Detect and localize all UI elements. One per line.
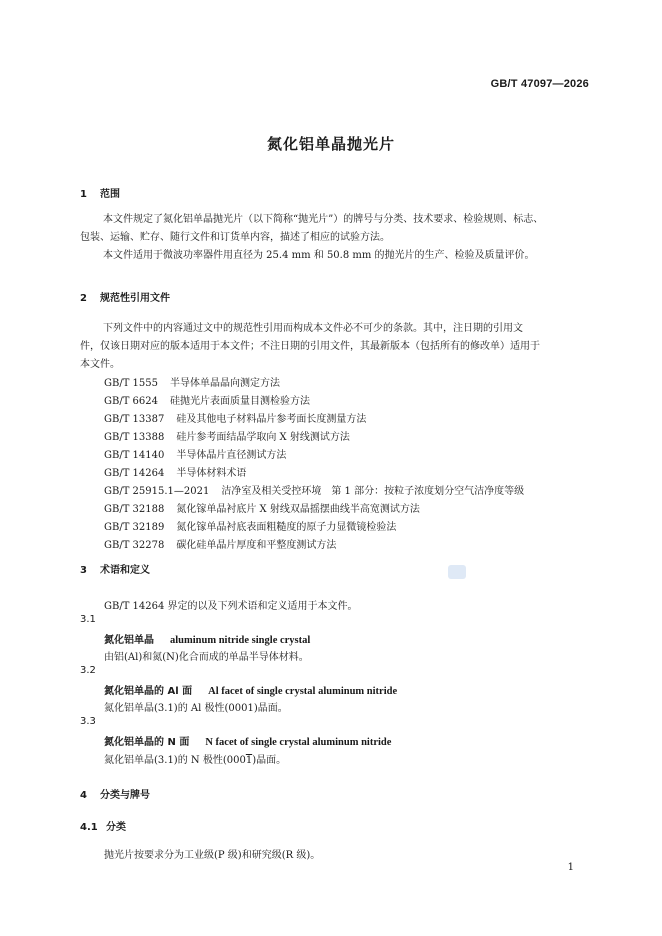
reference-code: GB/T 32189 bbox=[104, 522, 165, 533]
definition-text: )晶面。 bbox=[252, 755, 287, 766]
overline-digit: 1 bbox=[245, 755, 253, 766]
section-title: 规范性引用文件 bbox=[100, 293, 170, 304]
section-heading-normative-references bbox=[80, 289, 170, 304]
reference-code: GB/T 14140 bbox=[104, 450, 165, 461]
reference-title: 硅抛光片表面质量目测检验方法 bbox=[170, 396, 311, 407]
terms-intro: GB/T 14264 界定的以及下列术语和定义适用于本文件。 bbox=[104, 601, 358, 612]
text-line: 本文件。 bbox=[80, 359, 120, 370]
text-line: 下列文件中的内容通过文中的规范性引用而构成本文件必不可少的条款。其中，注日期的引用文 bbox=[103, 323, 523, 334]
reference-item bbox=[104, 464, 246, 479]
section-heading-classification bbox=[80, 786, 150, 801]
reference-code: GB/T 32278 bbox=[104, 540, 165, 551]
reference-item bbox=[104, 518, 396, 533]
section-number: 2 bbox=[80, 293, 87, 304]
scope-paragraph-2: 本文件适用于微波功率器件用直径为 25.4 mm 和 50.8 mm 的抛光片的生产、检验及质量评价。 bbox=[103, 250, 535, 261]
document-title: 氮化铝单晶抛光片 bbox=[266, 135, 395, 153]
reference-title: 氮化镓单晶衬底表面粗糙度的原子力显微镜检验法 bbox=[176, 522, 397, 533]
reference-code: GB/T 13388 bbox=[104, 432, 165, 443]
reference-title: 半导体单晶晶向测定方法 bbox=[170, 378, 281, 389]
section-number: 1 bbox=[80, 189, 87, 200]
classification-text: 抛光片按要求分为工业级(P 级)和研究级(R 级)。 bbox=[104, 850, 321, 861]
term-entry bbox=[104, 733, 391, 748]
term-entry bbox=[104, 682, 397, 697]
standard-code: GB/T 47097—2026 bbox=[490, 78, 589, 90]
section-heading-terms bbox=[80, 561, 150, 576]
term-definition: 氮化铝单晶(3.1)的 Al 极性(0001)晶面。 bbox=[104, 703, 288, 714]
reference-item bbox=[104, 392, 310, 407]
scope-paragraph-1 bbox=[80, 211, 594, 265]
reference-code: GB/T 6624 bbox=[104, 396, 159, 407]
subsection-title: 分类 bbox=[106, 822, 126, 833]
term-number: 3.3 bbox=[80, 716, 96, 727]
text-line: 件，仅该日期对应的版本适用于本文件；不注日期的引用文件，其最新版本（包括所有的修改单）适用于 bbox=[80, 341, 540, 352]
term-definition bbox=[104, 751, 286, 766]
watermark-icon bbox=[448, 565, 466, 579]
reference-title: 氮化镓单晶衬底片 X 射线双晶摇摆曲线半高宽测试方法 bbox=[176, 504, 420, 515]
reference-title: 半导体材料术语 bbox=[176, 468, 247, 479]
term-number: 3.2 bbox=[80, 665, 96, 676]
definition-text: 氮化铝单晶(3.1)的 N 极性(000 bbox=[104, 755, 246, 766]
reference-item bbox=[104, 500, 420, 515]
section-title: 范围 bbox=[100, 189, 120, 200]
text-line: 本文件规定了氮化铝单晶抛光片（以下简称“抛光片”）的牌号与分类、技术要求、检验规则、标志、 bbox=[103, 214, 544, 225]
term-zh: 氮化铝单晶的 N 面 bbox=[104, 737, 190, 748]
reference-code: GB/T 13387 bbox=[104, 414, 165, 425]
term-en: Al facet of single crystal aluminum nitride bbox=[208, 686, 398, 697]
reference-code: GB/T 1555 bbox=[104, 378, 159, 389]
subsection-heading-classification bbox=[80, 818, 126, 833]
section-number: 3 bbox=[80, 565, 87, 576]
term-en: aluminum nitride single crystal bbox=[170, 635, 311, 646]
reference-item bbox=[104, 410, 366, 425]
term-definition: 由铝(Al)和氮(N)化合而成的单晶半导体材料。 bbox=[104, 652, 309, 663]
section-heading-scope bbox=[80, 185, 120, 200]
term-zh: 氮化铝单晶 bbox=[104, 635, 154, 646]
reference-title: 硅片参考面结晶学取向 X 射线测试方法 bbox=[176, 432, 350, 443]
reference-item bbox=[104, 536, 336, 551]
reference-title: 半导体晶片直径测试方法 bbox=[176, 450, 287, 461]
reference-code: GB/T 25915.1—2021 bbox=[104, 486, 210, 497]
text-line: 包装、运输、贮存、随行文件和订货单内容，描述了相应的试验方法。 bbox=[80, 232, 390, 243]
reference-item bbox=[104, 428, 350, 443]
reference-item bbox=[104, 482, 524, 497]
reference-item bbox=[104, 446, 286, 461]
term-zh: 氮化铝单晶的 Al 面 bbox=[104, 686, 193, 697]
term-en: N facet of single crystal aluminum nitride bbox=[205, 737, 392, 748]
reference-code: GB/T 32188 bbox=[104, 504, 165, 515]
reference-code: GB/T 14264 bbox=[104, 468, 165, 479]
normative-intro-paragraph bbox=[80, 320, 594, 374]
section-number: 4 bbox=[80, 790, 87, 801]
section-title: 术语和定义 bbox=[100, 565, 150, 576]
reference-title: 碳化硅单晶片厚度和平整度测试方法 bbox=[176, 540, 337, 551]
page-number: 1 bbox=[567, 862, 574, 873]
term-entry bbox=[104, 631, 310, 646]
section-title: 分类与牌号 bbox=[100, 790, 150, 801]
reference-item bbox=[104, 374, 280, 389]
subsection-number: 4.1 bbox=[80, 822, 98, 833]
reference-title: 洁净室及相关受控环境 第 1 部分：按粒子浓度划分空气洁净度等级 bbox=[221, 486, 525, 497]
term-number: 3.1 bbox=[80, 614, 96, 625]
reference-title: 硅及其他电子材料晶片参考面长度测量方法 bbox=[176, 414, 367, 425]
